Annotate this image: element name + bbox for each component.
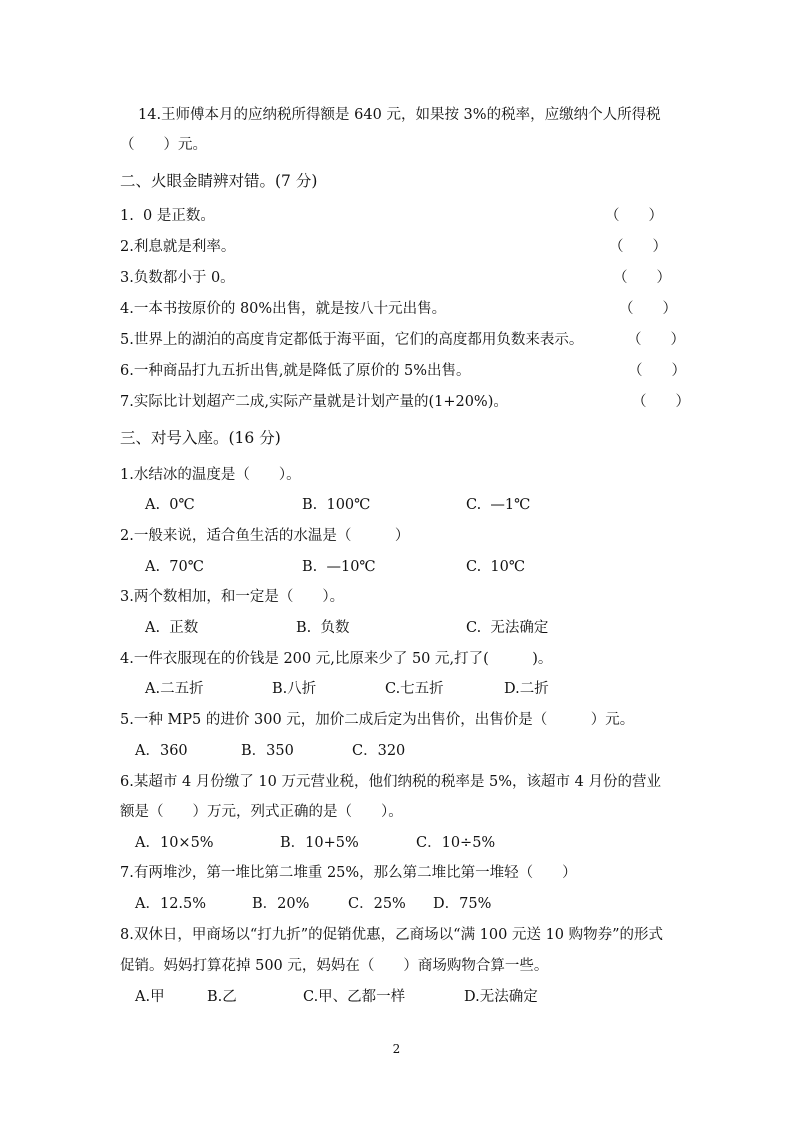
mc-q1-option-c[interactable]: C. —1℃ xyxy=(466,497,531,513)
mc-q3-stem: 3.两个数相加，和一定是（ ）。 xyxy=(120,589,345,605)
tf-answer-6[interactable]: （ ） xyxy=(628,363,686,379)
mc-q1-stem: 1.水结冰的温度是（ ）。 xyxy=(120,467,301,483)
mc-q7-option-d[interactable]: D．75% xyxy=(433,896,492,912)
tf-answer-4[interactable]: （ ） xyxy=(619,301,677,317)
tf-answer-7[interactable]: （ ） xyxy=(632,394,690,410)
mc-q2-option-c[interactable]: C. 10℃ xyxy=(466,559,526,575)
mc-q4-stem: 4.一件衣服现在的价钱是 200 元,比原来少了 50 元,打了( )。 xyxy=(120,651,553,667)
mc-q7-option-b[interactable]: B．20% xyxy=(252,896,310,912)
mc-q2-option-a[interactable]: A. 70℃ xyxy=(145,559,204,575)
q14-line1: 14.王师傅本月的应纳税所得额是 640 元，如果按 3%的税率，应缴纳个人所得税 xyxy=(138,107,661,123)
page-number: 2 xyxy=(392,1042,401,1056)
mc-q5-option-c[interactable]: C．320 xyxy=(352,743,406,759)
mc-q6-option-c[interactable]: C．10÷5% xyxy=(416,835,496,851)
mc-q6-stem-line1: 6.某超市 4 月份缴了 10 万元营业税，他们纳税的税率是 5%，该超市 4 月份的营业 xyxy=(120,774,662,790)
section3-title: 三、对号入座。(16 分) xyxy=(120,429,281,447)
tf-answer-2[interactable]: （ ） xyxy=(609,239,667,255)
mc-q8-option-d[interactable]: D.无法确定 xyxy=(464,989,538,1005)
mc-q4-option-a[interactable]: A.二五折 xyxy=(145,681,204,697)
mc-q3-option-a[interactable]: A. 正数 xyxy=(145,620,199,636)
mc-q8-option-a[interactable]: A.甲 xyxy=(135,989,165,1005)
mc-q4-option-b[interactable]: B.八折 xyxy=(272,681,317,697)
tf-item-3: 3.负数都小于 0。 xyxy=(120,270,235,286)
section2-title: 二、火眼金睛辨对错。(7 分) xyxy=(120,172,318,190)
mc-q4-option-c[interactable]: C.七五折 xyxy=(385,681,444,697)
tf-answer-3[interactable]: （ ） xyxy=(613,270,671,286)
tf-item-6: 6.一种商品打九五折出售,就是降低了原价的 5%出售。 xyxy=(120,363,471,379)
mc-q8-option-c[interactable]: C.甲、乙都一样 xyxy=(303,989,406,1005)
mc-q8-stem-line2: 促销。妈妈打算花掉 500 元，妈妈在（ ）商场购物合算一些。 xyxy=(120,958,549,974)
q14-line2: （ ）元。 xyxy=(120,137,207,153)
tf-item-4: 4.一本书按原价的 80%出售，就是按八十元出售。 xyxy=(120,301,447,317)
mc-q6-stem-line2: 额是（ ）万元，列式正确的是（ ）。 xyxy=(120,804,403,820)
tf-item-2: 2.利息就是利率。 xyxy=(120,239,236,255)
mc-q3-option-c[interactable]: C. 无法确定 xyxy=(466,620,549,636)
mc-q8-stem-line1: 8.双休日，甲商场以“打九折”的促销优惠，乙商场以“满 100 元送 10 购物券”的形式 xyxy=(120,927,664,943)
mc-q7-stem: 7.有两堆沙，第一堆比第二堆重 25%，那么第二堆比第一堆轻（ ） xyxy=(120,865,577,881)
mc-q5-option-a[interactable]: A．360 xyxy=(135,743,188,759)
mc-q1-option-b[interactable]: B. 100℃ xyxy=(302,497,371,513)
tf-answer-5[interactable]: （ ） xyxy=(627,332,685,348)
mc-q4-option-d[interactable]: D.二折 xyxy=(504,681,549,697)
mc-q1-option-a[interactable]: A. 0℃ xyxy=(145,497,195,513)
mc-q2-stem: 2.一般来说，适合鱼生活的水温是（ ） xyxy=(120,528,410,544)
tf-item-5: 5.世界上的湖泊的高度肯定都低于海平面，它们的高度都用负数来表示。 xyxy=(120,332,584,348)
mc-q7-option-a[interactable]: A．12.5% xyxy=(135,896,207,912)
mc-q6-option-b[interactable]: B．10+5% xyxy=(280,835,359,851)
mc-q7-option-c[interactable]: C．25% xyxy=(348,896,406,912)
mc-q5-option-b[interactable]: B．350 xyxy=(241,743,294,759)
mc-q2-option-b[interactable]: B. —10℃ xyxy=(302,559,376,575)
tf-item-7: 7.实际比计划超产二成,实际产量就是计划产量的(1+20%)。 xyxy=(120,394,508,410)
mc-q6-option-a[interactable]: A．10×5% xyxy=(135,835,214,851)
tf-answer-1[interactable]: （ ） xyxy=(605,208,663,224)
mc-q8-option-b[interactable]: B.乙 xyxy=(207,989,237,1005)
tf-item-1: 1. 0 是正数。 xyxy=(120,208,215,224)
mc-q3-option-b[interactable]: B. 负数 xyxy=(296,620,350,636)
mc-q5-stem: 5.一种 MP5 的进价 300 元，加价二成后定为出售价，出售价是（ ）元。 xyxy=(120,712,635,728)
